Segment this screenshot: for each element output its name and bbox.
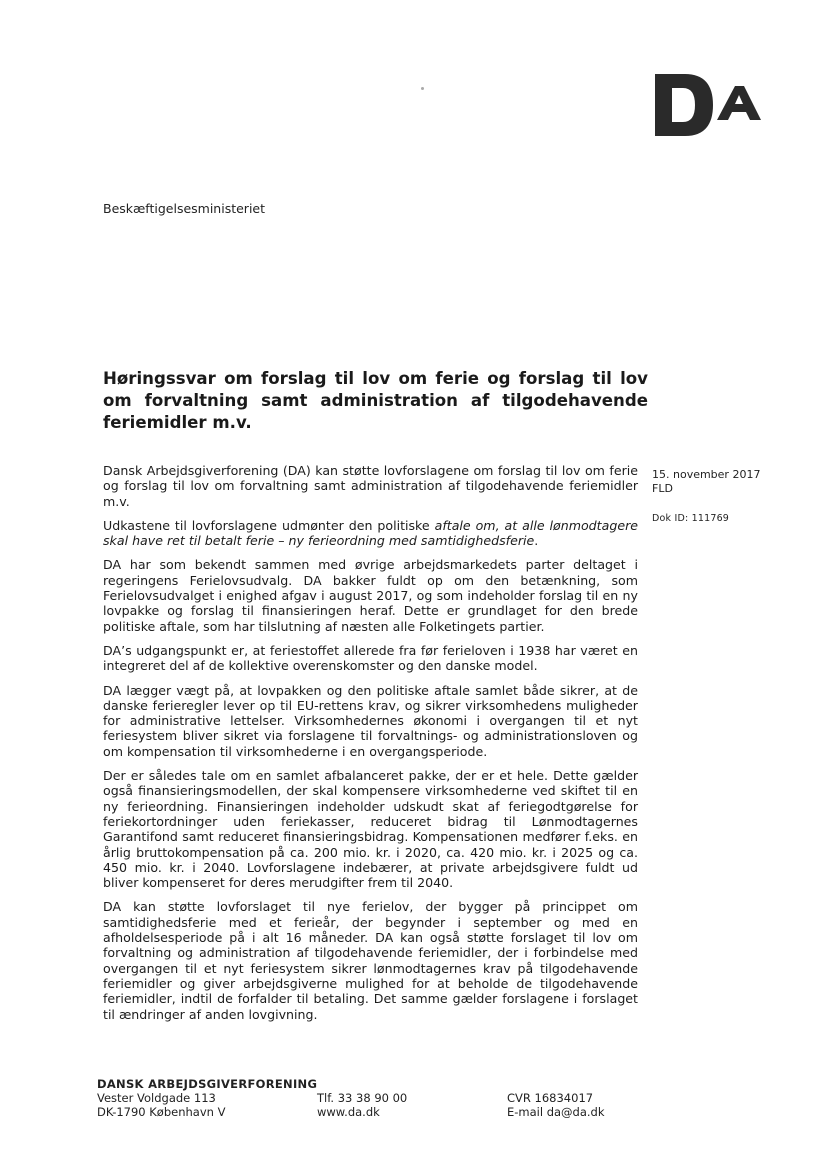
footer-email: E-mail da@da.dk [507, 1105, 605, 1119]
paragraph: DA lægger vægt på, at lovpakken og den politiske aftale samlet både sikrer, at de danske ferieregler lever op til EU-rettens krav, og sikrer virksomhedens muligheder for administrative lettelser. Virksomhedernes økonomi i overgangen til et nyt feriesystem bliver sikret via forslagene til forvaltnings- og administrationsloven og om kompensation til virksomhederne i en overgangsperiode. [103, 682, 638, 759]
paragraph: DA har som bekendt sammen med øvrige arbejdsmarkedets parter deltaget i regeringens Ferielovsudvalg. DA bakker fuldt op om den betænkning, som Ferielovsudvalget i enighed afgav i august 2017, og som indeholder forslag til en ny lovpakke og forslag til finansieringen heraf. Dette er grundlaget for den brede politiske aftale, som har tilslutning af næsten alle Folketingets partier. [103, 557, 638, 634]
document-title: Høringssvar om forslag til lov om ferie og forslag til lov om forvaltning samt administration af tilgodehavende feriemidler m.v. [103, 369, 648, 432]
body-text [103, 463, 638, 1031]
footer-registration [507, 1091, 605, 1119]
footer-cvr: CVR 16834017 [507, 1091, 594, 1105]
footer-city: DK-1790 København V [97, 1105, 226, 1119]
paragraph: DA kan støtte lovforslaget til nye ferielov, der bygger på princippet om samtidighedsferie med et ferieår, der begynder i september og med en afholdelsesperiode på i alt 16 måneder. DA kan også støtte forslaget til lov om forvaltning og administration af tilgodehavende feriemidler, der i forbindelse med overgangen til et nyt feriesystem sikrer lønmodtagernes krav på tilgodehavende feriemidler og giver arbejdsgiverne mulighed for at beholde de tilgodehavende feriemidler, indtil de forfalder til betaling. Det samme gælder forslagene i forslaget til ændringer af anden lovgivning. [103, 899, 638, 1022]
recipient: Beskæftigelsesministeriet [103, 201, 266, 216]
footer [97, 1077, 697, 1119]
footer-organization: DANSK ARBEJDSGIVERFORENING [97, 1077, 318, 1091]
da-logo [655, 74, 761, 136]
author-initials: FLD [652, 482, 673, 495]
paragraph: Der er således tale om en samlet afbalanceret pakke, der er et hele. Dette gælder også finansieringsmodellen, der skal kompensere virksomhederne ved skiftet til en ny ferieordning. Finansieringen indeholder udskudt skat af feriegodtgørelse for feriekortordninger uden feriekasser, reduceret bidrag til Lønmodtagernes Garantifond samt reduceret finansieringsbidrag. Kompensationen medfører f.eks. en årlig bruttokompensation på ca. 200 mio. kr. i 2020, ca. 420 mio. kr. i 2025 og ca. 450 mio. kr. i 2040. Lovforslagene indebærer, at private arbejdsgivere fuldt ud bliver kompenseret for deres merudgifter frem til 2040. [103, 768, 638, 891]
footer-address [97, 1091, 225, 1119]
paragraph: Udkastene til lovforslagene udmønter den politiske aftale om, at alle lønmodtagere skal have ret til betalt ferie – ny ferieordning med samtidighedsferie. [103, 517, 639, 549]
footer-contact [317, 1091, 407, 1119]
footer-website: www.da.dk [317, 1105, 380, 1119]
paragraph: Dansk Arbejdsgiverforening (DA) kan støtte lovforslagene om forslag til lov om ferie og forslag til lov om forvaltning samt administration af tilgodehavende feriemidler m.v. [103, 463, 638, 509]
document-id: Dok ID: 111769 [652, 513, 730, 524]
side-meta [652, 468, 792, 526]
footer-street: Vester Voldgade 113 [97, 1091, 216, 1105]
paragraph: DA’s udgangspunkt er, at feriestoffet allerede fra før ferieloven i 1938 har været en integreret del af de kollektive overenskomster og den danske model. [103, 642, 638, 674]
scan-speck [421, 87, 424, 90]
footer-phone: Tlf. 33 38 90 00 [317, 1091, 408, 1105]
letter-date: 15. november 2017 [652, 468, 761, 481]
